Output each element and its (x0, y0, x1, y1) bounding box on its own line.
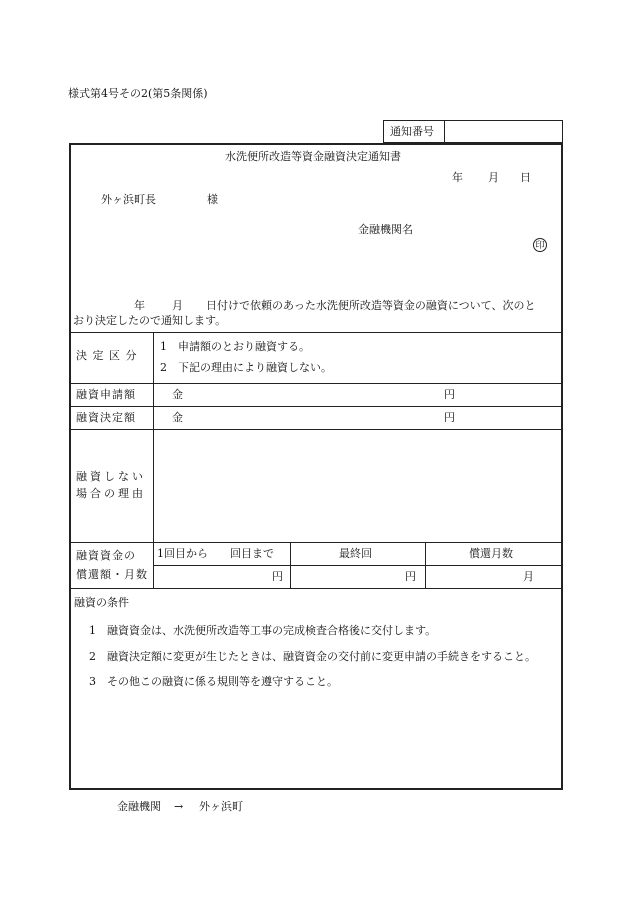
footer-to: 外ヶ浜町 (199, 800, 243, 813)
label-column-divider (153, 332, 154, 588)
condition-item-3: 3 その他この融資に係る規則等を遵守すること。 (89, 675, 338, 688)
repayment-col2-header: 最終回 (339, 547, 372, 560)
decided-prefix: 金 (172, 411, 183, 424)
decided-label: 融資決定額 (76, 411, 136, 424)
requested-label: 融資申請額 (76, 388, 136, 401)
requested-unit: 円 (444, 388, 455, 401)
repayment-col2-unit: 円 (405, 570, 416, 583)
repayment-col1-unit: 円 (272, 570, 283, 583)
decision-option-1: 1 申請額のとおり融資する。 (160, 340, 310, 353)
repayment-col1-header: 1回目から 回目まで (157, 547, 274, 560)
sender-label: 金融機関名 (358, 223, 413, 236)
table-rule (70, 332, 562, 333)
repayment-col3-unit: 月 (523, 570, 534, 583)
addressee-name: 外ヶ浜町長 (101, 193, 156, 206)
notice-number-field[interactable] (446, 122, 561, 141)
divider (444, 120, 445, 143)
body-text-line2: おり決定したので通知します。 (73, 314, 227, 327)
table-rule (70, 588, 562, 589)
reason-label-line2: 場合の理由 (76, 487, 146, 500)
form-number: 様式第4号その2(第5条関係) (68, 87, 208, 100)
date-month: 月 (488, 171, 499, 184)
decision-option-2: 2 下記の理由により融資しない。 (160, 361, 332, 374)
form-frame (69, 143, 563, 790)
decision-label: 決 定 区 分 (76, 349, 138, 362)
repayment-label-line2: 償還額・月数 (76, 568, 148, 581)
decided-unit: 円 (444, 411, 455, 424)
requested-prefix: 金 (172, 388, 183, 401)
condition-item-1: 1 融資資金は、水洗便所改造等工事の完成検査合格後に交付します。 (89, 624, 437, 637)
conditions-heading: 融資の条件 (74, 596, 129, 609)
footer-from: 金融機関 (117, 800, 161, 813)
reason-label-line1: 融資しない (76, 470, 146, 483)
repayment-subrule (153, 565, 562, 566)
table-rule (70, 542, 562, 543)
table-rule (70, 383, 562, 384)
date-day: 日 (520, 171, 531, 184)
date-year: 年 (452, 171, 463, 184)
body-month: 月 (172, 299, 183, 312)
table-rule (70, 429, 562, 430)
repayment-col3-header: 償還月数 (469, 547, 513, 560)
condition-item-2: 2 融資決定額に変更が生じたときは、融資資金の交付前に変更申請の手続きをすること。 (89, 650, 536, 663)
seal-icon: 印 (533, 238, 547, 252)
repayment-label-line1: 融資資金の (76, 549, 136, 562)
table-rule (70, 406, 562, 407)
body-year: 年 (134, 299, 145, 312)
body-text-line1: 日付けで依頼のあった水洗便所改造等資金の融資について、次のと (206, 299, 536, 312)
document-title: 水洗便所改造等資金融資決定通知書 (225, 150, 401, 163)
addressee-honorific: 様 (207, 193, 218, 206)
arrow-right-icon: → (174, 800, 184, 813)
notice-number-label: 通知番号 (390, 125, 434, 138)
